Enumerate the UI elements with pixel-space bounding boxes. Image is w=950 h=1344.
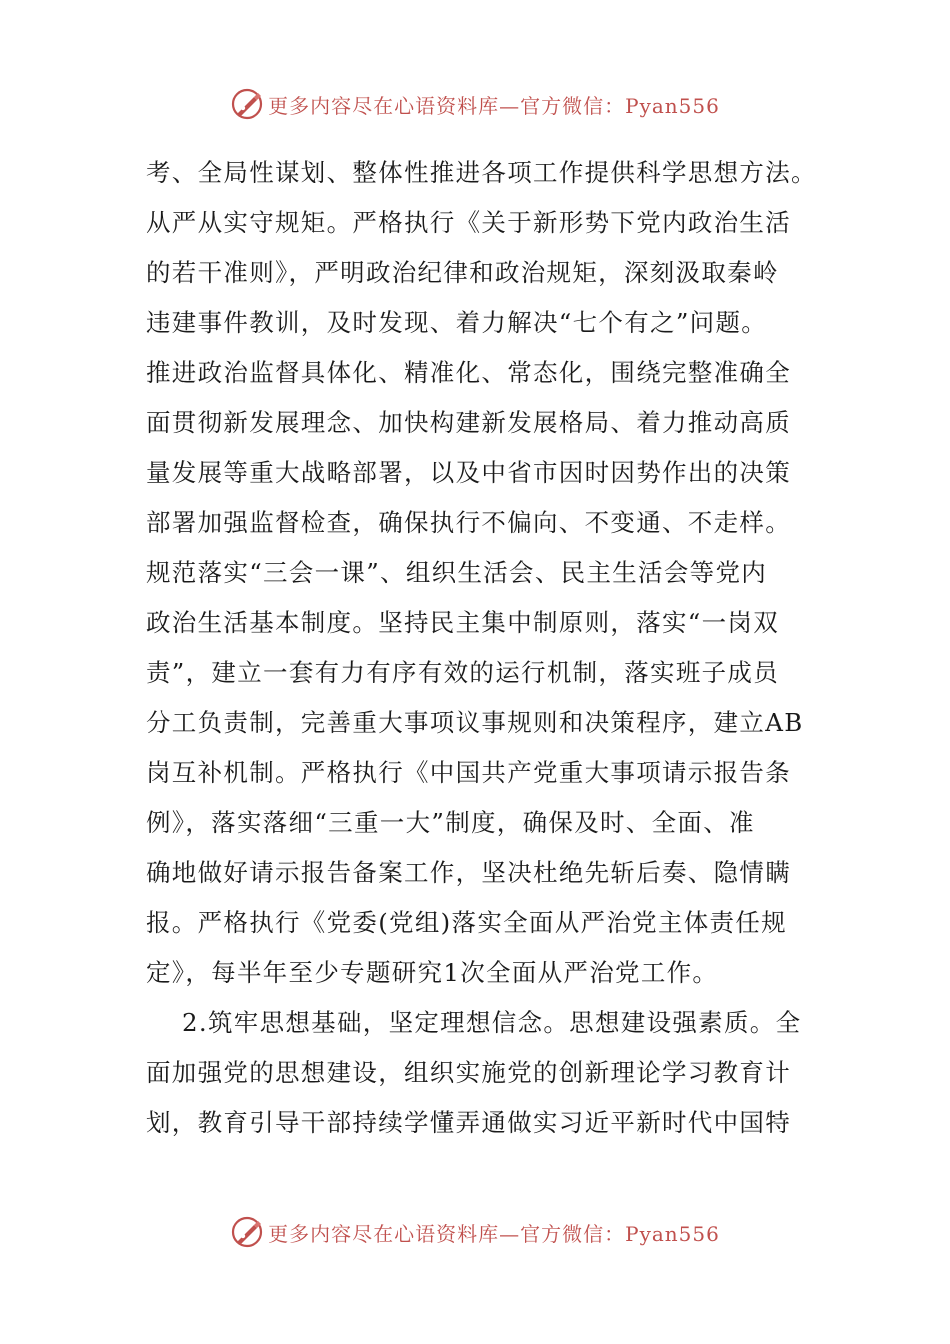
text-line: 规范落实“三会一课”、组织生活会、民主生活会等党内: [146, 558, 768, 587]
text-line: 责”，建立一套有力有序有效的运行机制，落实班子成员: [146, 658, 780, 687]
text-line: 推进政治监督具体化、精准化、常态化，围绕完整准确全: [146, 358, 791, 387]
pen-logo-icon: [230, 87, 264, 121]
text-line: 划，教育引导干部持续学懂弄通做实习近平新时代中国特: [146, 1108, 791, 1137]
text-line: 例》，落实落细“三重一大”制度，确保及时、全面、准: [146, 808, 755, 837]
document-body: [146, 148, 817, 1148]
header-banner-text: 更多内容尽在心语资料库—官方微信：Pyan556: [268, 93, 720, 118]
text-line: 量发展等重大战略部署，以及中省市因时因势作出的决策: [146, 458, 791, 487]
text-line: 从严从实守规矩。严格执行《关于新形势下党内政治生活: [146, 208, 791, 237]
text-line: 确地做好请示报告备案工作，坚决杜绝先斩后奏、隐情瞒: [146, 858, 791, 887]
footer-banner: [0, 1210, 950, 1254]
text-line: 的若干准则》，严明政治纪律和政治规矩，深刻汲取秦岭: [146, 258, 779, 287]
text-line: 岗互补机制。严格执行《中国共产党重大事项请示报告条: [146, 758, 791, 787]
text-line: 面加强党的思想建设，组织实施党的创新理论学习教育计: [146, 1058, 791, 1087]
footer-banner-text: 更多内容尽在心语资料库—官方微信：Pyan556: [268, 1221, 720, 1246]
text-line: 部署加强监督检查，确保执行不偏向、不变通、不走样。: [146, 508, 791, 537]
text-line: 考、全局性谋划、整体性推进各项工作提供科学思想方法。: [146, 158, 817, 187]
text-line: 报。严格执行《党委(党组)落实全面从严治党主体责任规: [146, 908, 787, 937]
text-line: 定》，每半年至少专题研究1次全面从严治党工作。: [146, 958, 719, 987]
text-line: 违建事件教训，及时发现、着力解决“七个有之”问题。: [146, 308, 768, 337]
text-line: 面贯彻新发展理念、加快构建新发展格局、着力推动高质: [146, 408, 791, 437]
text-line: 分工负责制，完善重大事项议事规则和决策程序，建立AB: [146, 708, 804, 737]
section-heading-line: 2.筑牢思想基础，坚定理想信念。思想建设强素质。全: [182, 1008, 802, 1037]
text-line: 政治生活基本制度。坚持民主集中制原则，落实“一岗双: [146, 608, 780, 637]
header-banner: [0, 82, 950, 126]
pen-logo-icon: [230, 1215, 264, 1249]
